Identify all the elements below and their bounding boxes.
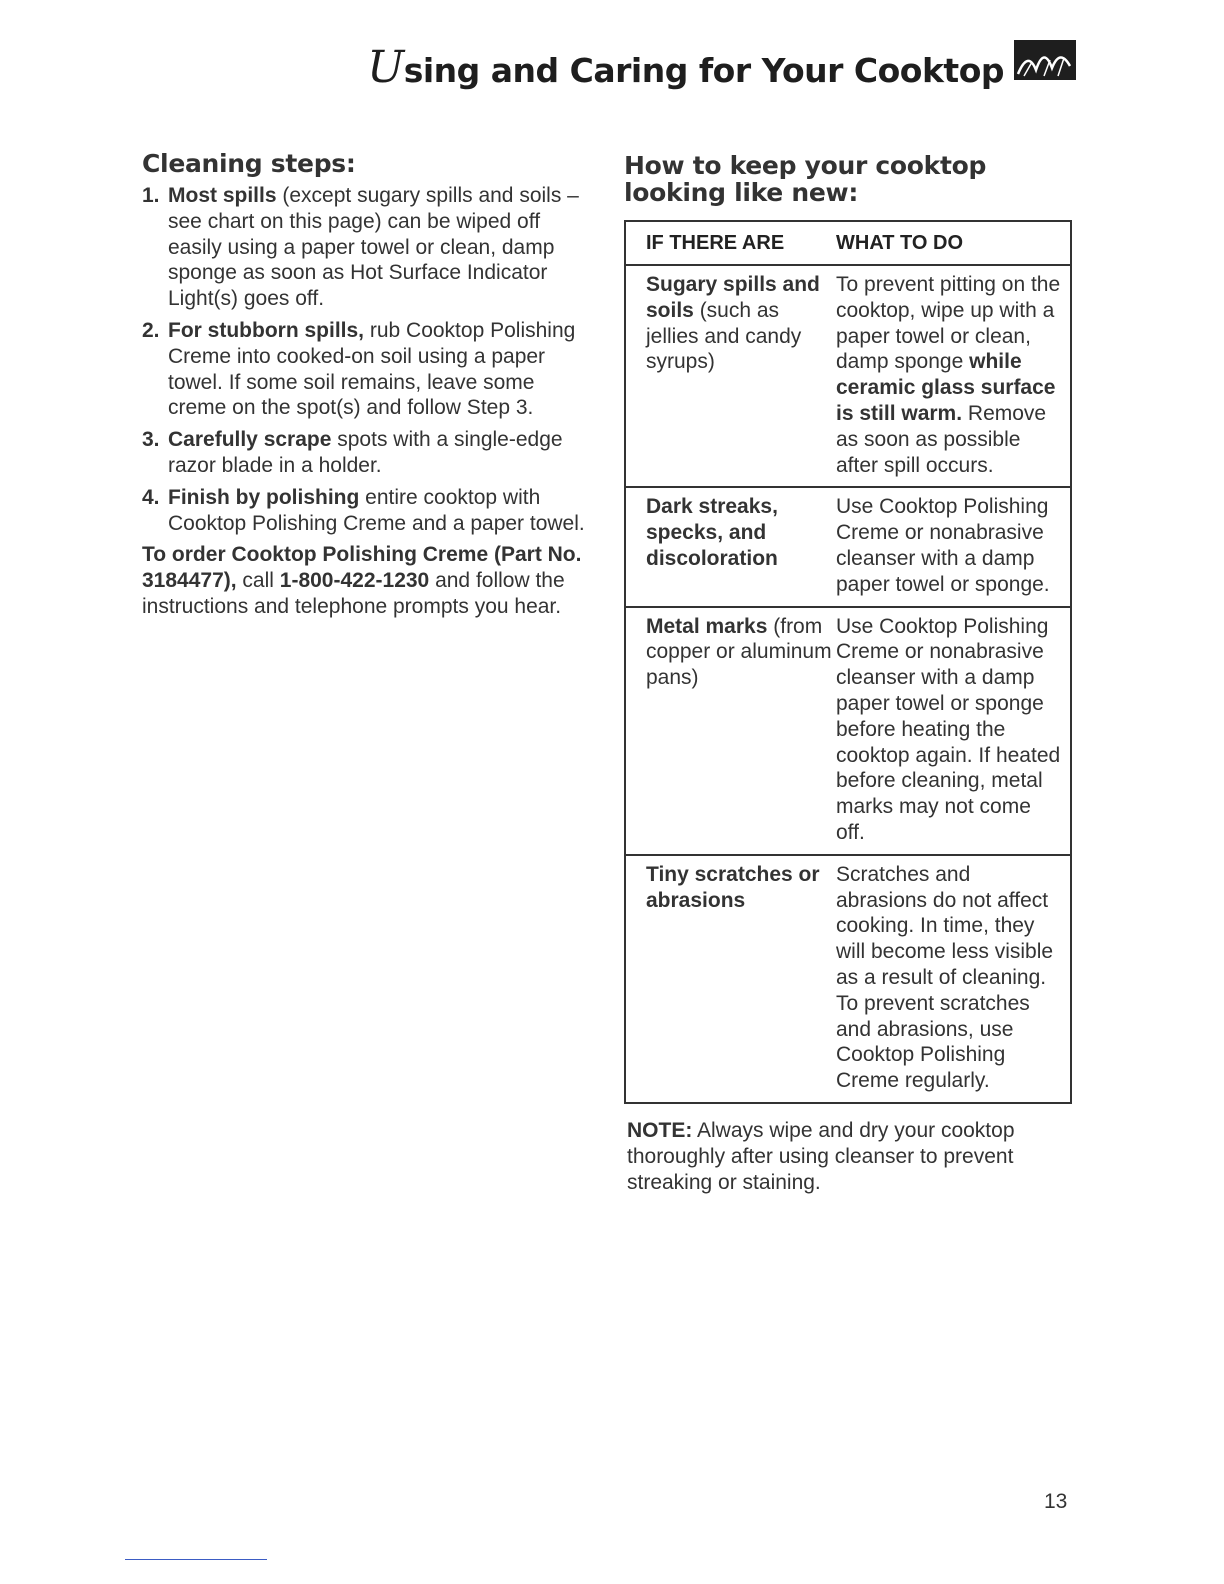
step-body: (except sugary spills and soils – see chart on this page) can be wiped off easily using a paper towel or clean, damp sponge as soon as Hot Surface Indicator Light(s) goes off. — [168, 184, 579, 311]
keep-new-heading — [624, 152, 1074, 206]
if-rest: (from copper or aluminum pans) — [646, 614, 832, 690]
if-cell — [626, 614, 836, 846]
footer-rule — [125, 1559, 267, 1560]
step-text — [168, 183, 592, 312]
what-pre: To prevent pitting on the cooktop, wipe up with a paper towel or clean, damp sponge — [836, 273, 1061, 374]
list-item — [142, 427, 592, 479]
what-bold: while ceramic glass surface is still warm. — [836, 350, 1056, 425]
step-lead: Carefully scrape — [168, 428, 332, 452]
cooktop-logo-icon — [1014, 40, 1076, 80]
note-text: Always wipe and dry your cooktop thoroughly after using cleanser to prevent streaking or staining. — [627, 1118, 1015, 1194]
what-post: Remove as soon as possible after spill occurs. — [836, 401, 1047, 477]
note — [624, 1118, 1074, 1195]
if-cell — [626, 862, 836, 1094]
note-label: NOTE: — [627, 1118, 693, 1142]
order-rest: and follow the instructions and telephone prompts you hear. — [142, 569, 565, 618]
step-text — [168, 485, 592, 537]
page-title — [367, 42, 1004, 93]
step-body: entire cooktop with Cooktop Polishing Creme and a paper towel. — [168, 485, 585, 535]
order-phone: 1-800-422-1230 — [279, 569, 430, 593]
list-item — [142, 318, 592, 421]
what-cell — [836, 494, 1070, 597]
keep-new-heading-line1: How to keep your cooktop — [624, 151, 987, 180]
what-pre: Scratches and abrasions do not affect cooking. In time, they will become less visible as a result of cleaning. To prevent scratches and abrasions, use Cooktop Polishing Creme regularly. — [836, 862, 1054, 1093]
step-text — [168, 427, 592, 479]
what-cell — [836, 272, 1070, 478]
step-lead: Finish by polishing — [168, 485, 360, 509]
step-body: spots with a single-edge razor blade in a holder. — [168, 428, 563, 477]
what-cell — [836, 862, 1070, 1094]
column-header-if: IF THERE ARE — [646, 231, 785, 254]
column-header-what: WHAT TO DO — [836, 231, 964, 254]
keep-new-section — [624, 152, 1074, 1195]
step-number: 1. — [142, 184, 160, 207]
order-info — [142, 542, 592, 619]
table-row — [626, 608, 1070, 856]
title-rest: sing and Caring for Your Cooktop — [403, 51, 1004, 90]
cleaning-steps-heading: Cleaning steps: — [142, 149, 356, 178]
list-item — [142, 183, 592, 312]
page-number: 13 — [1044, 1490, 1068, 1513]
step-lead: Most spills — [168, 184, 277, 207]
cleaning-steps-list — [142, 183, 592, 536]
keep-new-heading-line2: looking like new: — [624, 178, 859, 207]
list-item — [142, 485, 592, 537]
table-row — [626, 856, 1070, 1102]
step-number: 2. — [142, 318, 160, 342]
if-cell — [626, 494, 836, 597]
if-cell — [626, 272, 836, 478]
cooktop-logo-graphic — [1014, 40, 1076, 80]
step-text — [168, 318, 592, 421]
care-table — [624, 220, 1072, 1104]
page-header — [0, 40, 1224, 100]
cleaning-steps-section — [142, 150, 592, 620]
step-number: 3. — [142, 428, 160, 452]
if-bold: Sugary spills and soils — [646, 273, 820, 322]
if-rest: (such as jellies and candy syrups) — [646, 298, 802, 374]
what-pre: Use Cooktop Polishing Creme or nonabrasive cleanser with a damp paper towel or sponge before heating the cooktop again. If heated before cleaning, metal marks may not come off. — [836, 614, 1061, 844]
table-header — [626, 222, 1070, 266]
what-pre: Use Cooktop Polishing Creme or nonabrasive cleanser with a damp paper towel or sponge. — [836, 495, 1050, 596]
if-bold: Metal marks — [646, 614, 768, 638]
order-call: call — [236, 569, 280, 593]
if-bold: Dark streaks, specks, and discoloration — [646, 495, 778, 570]
step-number: 4. — [142, 485, 160, 509]
step-body: rub Cooktop Polishing Creme into cooked-on soil using a paper towel. If some soil remains, leave some creme on the spot(s) and follow Step 3. — [168, 318, 576, 420]
what-cell — [836, 614, 1070, 846]
table-row — [626, 488, 1070, 607]
if-bold: Tiny scratches or abrasions — [646, 862, 820, 912]
step-lead: For stubborn spills, — [168, 318, 365, 342]
order-lead: To order Cooktop Polishing Creme (Part No. 3184477), — [142, 543, 582, 593]
table-row — [626, 266, 1070, 488]
title-initial: U — [367, 42, 404, 93]
